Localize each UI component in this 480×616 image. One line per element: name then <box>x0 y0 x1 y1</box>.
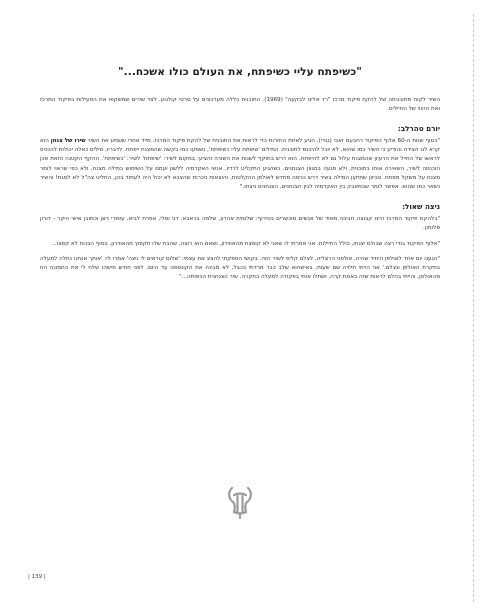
page-title: "כשיפתח עליי כשיפתח, את העולם כולו אשכח..." <box>118 66 362 78</box>
quote-paragraph <box>40 137 440 193</box>
section-heading: ניצה שאול: <box>402 201 440 211</box>
quote-text: הוא קרא לנו הצידה והודיע כי השיר כמו שהוא, לא יוכל להיכנס לתוכנית. המילים 'שיפתח עליי כשיפתח', נשמעו כמו בקשה שהמצנח ייפתח. לדבריו, מילים כאלה יכולות להכניס לראשו של החייל את הרעיון שהמצנח עלול גם לא להיפתח. הוא דרש בתוקף לשנות את השורה והציע: במקום לשיר: 'שיפתח' לשיר: 'כשיפתח'. ההקף הקטנה הזאת אכן הוכנסה לשיר, השאירה אותו בתוכנית, ולא פגעה במגוון הצנחנים. כשהגיע התקליט לרדיו, אנשי האקדמיה ללשון ועמם על השימוש במילה מצנח, ולא כפי שראוי לומר מצנח על משקל מפתח. טכיוון שתיקון המילה בשיר דרש כניסה מחדש לאולפן ההקלטות, והוצאות ניכרות שהצבא לא יכול היה לעמוד בהן, החליט צה"ל לא לסגת! והשיר נשאר כמו שהוא. אפשר לומר שבמאבק בין האקדמיה לבין הצנחנים, הצנחנים ניצחו." <box>40 137 440 191</box>
article-body <box>40 96 440 289</box>
song-title-bold: שירו של צנחן <box>50 137 86 144</box>
quote-paragraph: "הגענו יום אחד לאולפן היחיד שהיה, אולפני הרצליה, לצלם קליפ לשיר הזה. בקושי הספקתי להציג את עצמי: 'שלום קוראים לי ניצה' אמרו לי: 'אותך אנחנו נתלה למעלה בתקרת האולפן ונצלם.' אני הייתי תלויה שם שעות, באישהוא שלב כבר מרדתי בכבל, לא מבינה את הקונספט עד היום. לפני חודש מישהו שלח לי את התמונה הזו מהאולפן, והייתי בהלם לראות שזה באמת קרה, ושתלו אותי בפקודה למעלה בתקרה. שיר הצנחנית הכפותה..." <box>40 255 440 281</box>
intro-paragraph: השיר לקוח מתוכניתה של להקת פיקוד מרכז "רד אלינו לבקעה" (1969). התוכנית כללה מערכונים על סרטי קולנוע, לצד שירים שמשקפו את הפעילות בפיקוד המרכז ואת ההווי של החיילים. <box>40 97 441 113</box>
section-heading: יורם טהרלב: <box>397 123 440 133</box>
page-number: | 139 | <box>28 574 46 580</box>
quote-paragraph: "בלהקת פיקוד המרכז היינו קבוצה חביבה מאוד של אנשים מוכשרים בטירוף: שלומית אהרון, שלמה בראבא, דני וסלי, אפרת לביא, עזמרי ניצן וכמובן אישי היקר - דורון סלומון. <box>40 215 440 232</box>
margin-guide <box>473 14 474 602</box>
quote-paragraph: "אלוף הפיקוד גנדי רצה שכולם יצנחו, כולל החיילות. אני אמרתי לו שאני לא קופצת מהאווירון, ושאם הוא רוצה, שהבת שלו תקפוץ מהאווירון. בסוף הבנות לא קפצו... <box>51 240 440 247</box>
quote-text: "בסוף שנות ה-60 אלוף הפיקוד רחבעם זאבי (גנדי), הגיע לאחת החזרות כדי לראות את התוכנית של להקת פיקוד המרכז. מייד אחרי ששמע את השיר <box>85 137 440 144</box>
lyre-icon <box>226 484 254 520</box>
